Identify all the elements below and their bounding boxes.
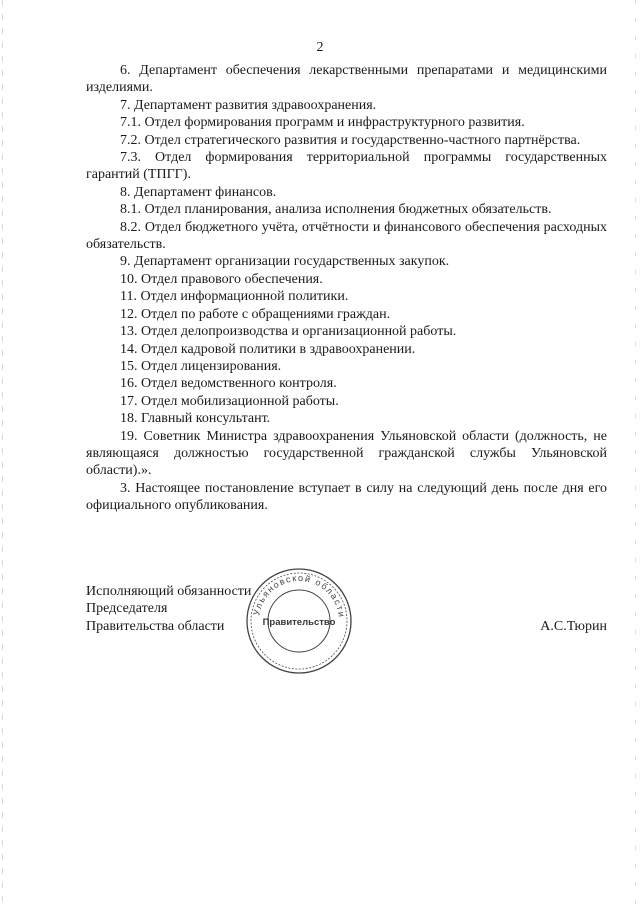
official-seal-stamp (244, 566, 354, 676)
scan-edge-left (2, 0, 3, 905)
paragraph-7-3: 7.3. Отдел формирования территориальной программы государственных гарантий (ТПГГ). (86, 150, 607, 183)
paragraph-14: 14. Отдел кадровой политики в здравоохранении. (120, 341, 416, 357)
paragraph-12: 12. Отдел по работе с обращениями граждан. (120, 306, 391, 322)
paragraph-13: 13. Отдел делопроизводства и организационной работы. (120, 324, 457, 340)
paragraph-7-2: 7.2. Отдел стратегического развития и государственно-частного партнёрства. (120, 132, 581, 148)
paragraph-9: 9. Департамент организации государственных закупок. (120, 254, 450, 270)
scan-edge-right (635, 0, 636, 905)
paragraph-8-1: 8.1. Отдел планирования, анализа исполнения бюджетных обязательств. (120, 202, 552, 218)
paragraph-8: 8. Департамент финансов. (120, 184, 277, 200)
paragraph-7: 7. Департамент развития здравоохранения. (120, 97, 377, 113)
signer-title-line-1: Исполняющий обязанности (86, 584, 252, 599)
paragraph-18: 18. Главный консультант. (120, 411, 271, 427)
signer-name: А.С.Тюрин (540, 618, 607, 634)
paragraph-8-2: 8.2. Отдел бюджетного учёта, отчётности и финансового обеспечения расходных обязательств. (86, 219, 607, 253)
paragraph-17: 17. Отдел мобилизационной работы. (120, 393, 339, 409)
stamp-ring-text: Ульяновской области (251, 572, 347, 619)
stamp-center-text: Правительство (262, 617, 336, 628)
document-body (86, 62, 607, 515)
page-number: 2 (316, 40, 324, 55)
paragraph-15: 15. Отдел лицензирования. (120, 358, 282, 374)
svg-text:Ульяновской области (251, 573, 347, 619)
paragraph-10: 10. Отдел правового обеспечения. (120, 271, 323, 287)
paragraph-6: 6. Департамент обеспечения лекарственными препаратами и медицинскими изделиями. (86, 63, 607, 96)
paragraph-effective-date: 3. Настоящее постановление вступает в силу на следующий день после дня его официального опубликования. (86, 480, 607, 514)
paragraph-11: 11. Отдел информационной политики. (120, 289, 349, 305)
paragraph-7-1: 7.1. Отдел формирования программ и инфраструктурного развития. (120, 115, 525, 131)
signer-title-line-3: Правительства области (86, 618, 225, 634)
paragraph-19: 19. Советник Министра здравоохранения Ульяновской области (должность, не являющаяся должностью государственной гражданской службы Ульяновской области).». (86, 428, 607, 479)
signer-title-line-2: Председателя (86, 601, 168, 617)
paragraph-16: 16. Отдел ведомственного контроля. (120, 376, 337, 392)
